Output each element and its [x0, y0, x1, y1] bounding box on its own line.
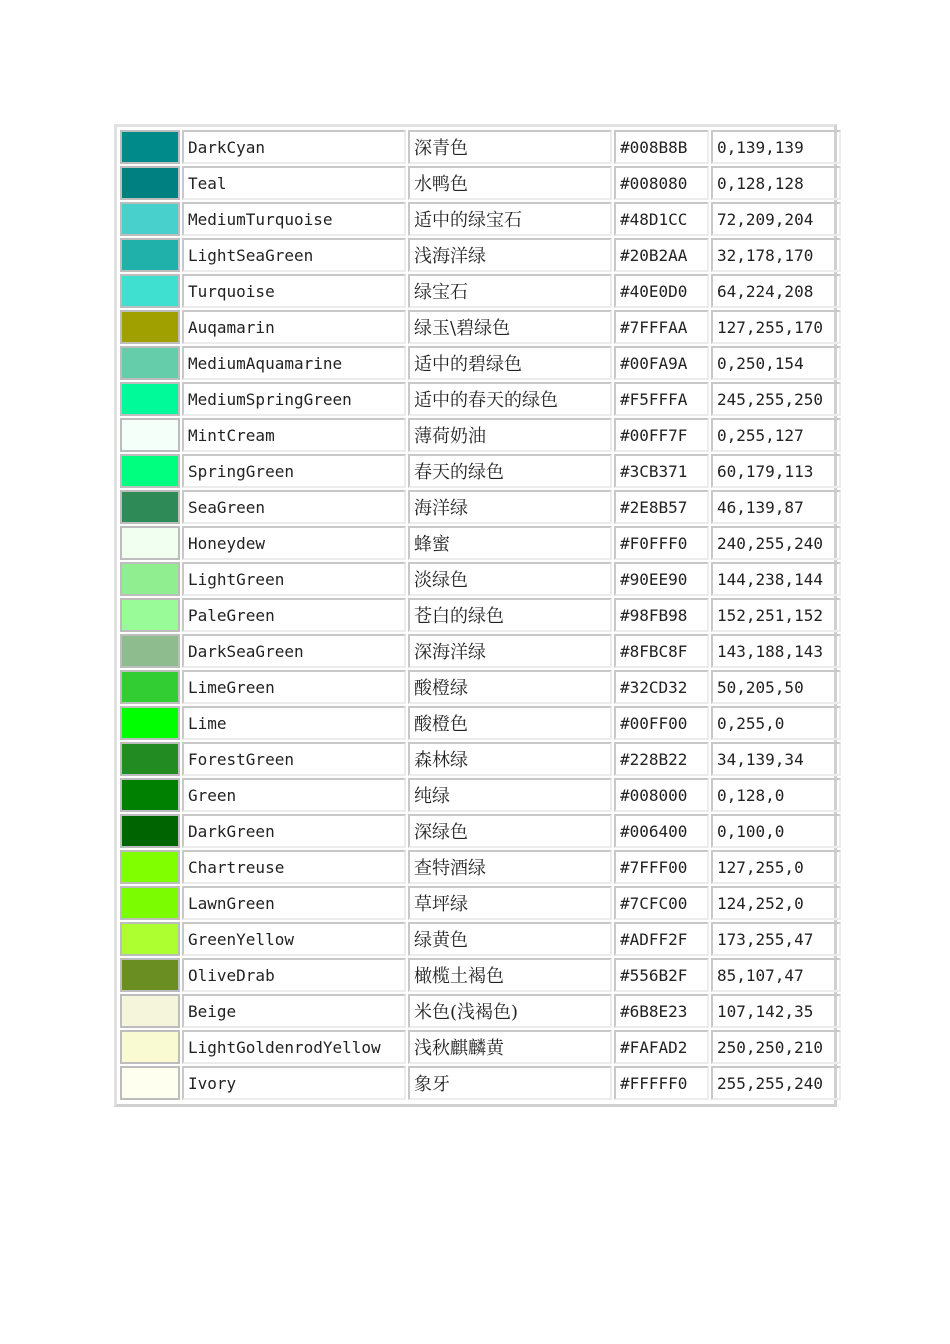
- hex-code-cell: #F5FFFA: [614, 382, 709, 416]
- rgb-value-cell: 0,128,0: [711, 778, 841, 812]
- color-name-cell: Teal: [182, 166, 406, 200]
- table-row: [120, 598, 841, 632]
- color-name-cell: PaleGreen: [182, 598, 406, 632]
- rgb-value-cell: 240,255,240: [711, 526, 841, 560]
- rgb-value-cell: 0,100,0: [711, 814, 841, 848]
- color-name-cell: Turquoise: [182, 274, 406, 308]
- color-swatch-cell: [120, 1066, 180, 1100]
- color-swatch-cell: [120, 634, 180, 668]
- color-swatch-cell: [120, 994, 180, 1028]
- table-row: [120, 994, 841, 1028]
- hex-code-cell: #00FF7F: [614, 418, 709, 452]
- color-swatch: [122, 132, 178, 162]
- chinese-name-cell: 适中的春天的绿色: [408, 382, 612, 416]
- color-swatch: [122, 996, 178, 1026]
- rgb-value-cell: 144,238,144: [711, 562, 841, 596]
- chinese-name-cell: 纯绿: [408, 778, 612, 812]
- color-name-cell: MintCream: [182, 418, 406, 452]
- rgb-value-cell: 85,107,47: [711, 958, 841, 992]
- chinese-name-cell: 查特酒绿: [408, 850, 612, 884]
- color-swatch-cell: [120, 202, 180, 236]
- color-swatch: [122, 204, 178, 234]
- hex-code-cell: #90EE90: [614, 562, 709, 596]
- color-name-cell: MediumTurquoise: [182, 202, 406, 236]
- rgb-value-cell: 127,255,0: [711, 850, 841, 884]
- hex-code-cell: #7FFFAA: [614, 310, 709, 344]
- rgb-value-cell: 143,188,143: [711, 634, 841, 668]
- color-swatch: [122, 384, 178, 414]
- hex-code-cell: #8FBC8F: [614, 634, 709, 668]
- color-name-cell: DarkSeaGreen: [182, 634, 406, 668]
- rgb-value-cell: 64,224,208: [711, 274, 841, 308]
- chinese-name-cell: 橄榄土褐色: [408, 958, 612, 992]
- table-row: [120, 490, 841, 524]
- color-swatch: [122, 888, 178, 918]
- table-row: [120, 742, 841, 776]
- color-swatch: [122, 960, 178, 990]
- color-name-cell: LimeGreen: [182, 670, 406, 704]
- rgb-value-cell: 255,255,240: [711, 1066, 841, 1100]
- hex-code-cell: #F0FFF0: [614, 526, 709, 560]
- chinese-name-cell: 深海洋绿: [408, 634, 612, 668]
- rgb-value-cell: 250,250,210: [711, 1030, 841, 1064]
- color-name-cell: OliveDrab: [182, 958, 406, 992]
- hex-code-cell: #556B2F: [614, 958, 709, 992]
- chinese-name-cell: 淡绿色: [408, 562, 612, 596]
- hex-code-cell: #006400: [614, 814, 709, 848]
- table-row: [120, 706, 841, 740]
- color-swatch-cell: [120, 778, 180, 812]
- chinese-name-cell: 苍白的绿色: [408, 598, 612, 632]
- chinese-name-cell: 绿玉\碧绿色: [408, 310, 612, 344]
- table-row: [120, 310, 841, 344]
- color-swatch: [122, 492, 178, 522]
- color-swatch: [122, 600, 178, 630]
- table-row: [120, 202, 841, 236]
- rgb-value-cell: 127,255,170: [711, 310, 841, 344]
- color-table-body: [120, 130, 841, 1100]
- hex-code-cell: #008080: [614, 166, 709, 200]
- chinese-name-cell: 适中的碧绿色: [408, 346, 612, 380]
- rgb-value-cell: 0,139,139: [711, 130, 841, 164]
- color-swatch-cell: [120, 886, 180, 920]
- color-swatch-cell: [120, 850, 180, 884]
- color-swatch: [122, 816, 178, 846]
- table-row: [120, 166, 841, 200]
- hex-code-cell: #008000: [614, 778, 709, 812]
- color-swatch: [122, 708, 178, 738]
- color-swatch-cell: [120, 346, 180, 380]
- chinese-name-cell: 酸橙绿: [408, 670, 612, 704]
- color-name-cell: LawnGreen: [182, 886, 406, 920]
- rgb-value-cell: 0,250,154: [711, 346, 841, 380]
- chinese-name-cell: 绿黄色: [408, 922, 612, 956]
- color-name-cell: DarkCyan: [182, 130, 406, 164]
- chinese-name-cell: 浅秋麒麟黄: [408, 1030, 612, 1064]
- chinese-name-cell: 浅海洋绿: [408, 238, 612, 272]
- color-swatch-cell: [120, 706, 180, 740]
- rgb-value-cell: 0,128,128: [711, 166, 841, 200]
- hex-code-cell: #20B2AA: [614, 238, 709, 272]
- color-swatch-cell: [120, 238, 180, 272]
- color-name-cell: Beige: [182, 994, 406, 1028]
- table-row: [120, 454, 841, 488]
- rgb-value-cell: 173,255,47: [711, 922, 841, 956]
- color-table-container: [114, 124, 837, 1107]
- table-row: [120, 1066, 841, 1100]
- color-swatch: [122, 312, 178, 342]
- table-row: [120, 346, 841, 380]
- hex-code-cell: #008B8B: [614, 130, 709, 164]
- table-row: [120, 886, 841, 920]
- hex-code-cell: #7FFF00: [614, 850, 709, 884]
- color-name-cell: Honeydew: [182, 526, 406, 560]
- color-name-cell: SeaGreen: [182, 490, 406, 524]
- color-name-cell: Auqamarin: [182, 310, 406, 344]
- chinese-name-cell: 适中的绿宝石: [408, 202, 612, 236]
- rgb-value-cell: 32,178,170: [711, 238, 841, 272]
- color-swatch-cell: [120, 490, 180, 524]
- hex-code-cell: #3CB371: [614, 454, 709, 488]
- rgb-value-cell: 46,139,87: [711, 490, 841, 524]
- table-row: [120, 238, 841, 272]
- table-row: [120, 634, 841, 668]
- color-swatch: [122, 456, 178, 486]
- color-swatch-cell: [120, 526, 180, 560]
- color-swatch-cell: [120, 418, 180, 452]
- table-row: [120, 382, 841, 416]
- color-swatch: [122, 528, 178, 558]
- color-swatch: [122, 924, 178, 954]
- color-swatch-cell: [120, 130, 180, 164]
- hex-code-cell: #00FA9A: [614, 346, 709, 380]
- chinese-name-cell: 水鸭色: [408, 166, 612, 200]
- chinese-name-cell: 蜂蜜: [408, 526, 612, 560]
- table-row: [120, 1030, 841, 1064]
- hex-code-cell: #ADFF2F: [614, 922, 709, 956]
- color-swatch-cell: [120, 1030, 180, 1064]
- rgb-value-cell: 107,142,35: [711, 994, 841, 1028]
- rgb-value-cell: 0,255,0: [711, 706, 841, 740]
- color-swatch-cell: [120, 598, 180, 632]
- color-swatch-cell: [120, 814, 180, 848]
- hex-code-cell: #00FF00: [614, 706, 709, 740]
- color-swatch-cell: [120, 742, 180, 776]
- color-table: [118, 128, 843, 1102]
- table-row: [120, 670, 841, 704]
- table-row: [120, 274, 841, 308]
- color-swatch: [122, 636, 178, 666]
- color-swatch-cell: [120, 922, 180, 956]
- chinese-name-cell: 酸橙色: [408, 706, 612, 740]
- chinese-name-cell: 薄荷奶油: [408, 418, 612, 452]
- color-swatch-cell: [120, 382, 180, 416]
- chinese-name-cell: 绿宝石: [408, 274, 612, 308]
- color-swatch: [122, 240, 178, 270]
- color-swatch-cell: [120, 310, 180, 344]
- table-row: [120, 778, 841, 812]
- chinese-name-cell: 深青色: [408, 130, 612, 164]
- rgb-value-cell: 124,252,0: [711, 886, 841, 920]
- rgb-value-cell: 72,209,204: [711, 202, 841, 236]
- color-swatch: [122, 1032, 178, 1062]
- color-swatch: [122, 276, 178, 306]
- table-row: [120, 130, 841, 164]
- rgb-value-cell: 152,251,152: [711, 598, 841, 632]
- color-name-cell: LightSeaGreen: [182, 238, 406, 272]
- color-swatch: [122, 1068, 178, 1098]
- hex-code-cell: #6B8E23: [614, 994, 709, 1028]
- rgb-value-cell: 50,205,50: [711, 670, 841, 704]
- color-name-cell: LightGreen: [182, 562, 406, 596]
- hex-code-cell: #FFFFF0: [614, 1066, 709, 1100]
- rgb-value-cell: 245,255,250: [711, 382, 841, 416]
- color-name-cell: ForestGreen: [182, 742, 406, 776]
- hex-code-cell: #32CD32: [614, 670, 709, 704]
- chinese-name-cell: 深绿色: [408, 814, 612, 848]
- color-swatch-cell: [120, 958, 180, 992]
- color-swatch: [122, 564, 178, 594]
- table-row: [120, 958, 841, 992]
- hex-code-cell: #2E8B57: [614, 490, 709, 524]
- color-swatch: [122, 780, 178, 810]
- color-swatch: [122, 852, 178, 882]
- chinese-name-cell: 草坪绿: [408, 886, 612, 920]
- color-name-cell: MediumSpringGreen: [182, 382, 406, 416]
- color-name-cell: Chartreuse: [182, 850, 406, 884]
- color-swatch: [122, 744, 178, 774]
- rgb-value-cell: 60,179,113: [711, 454, 841, 488]
- table-row: [120, 526, 841, 560]
- hex-code-cell: #7CFC00: [614, 886, 709, 920]
- color-name-cell: GreenYellow: [182, 922, 406, 956]
- color-swatch-cell: [120, 454, 180, 488]
- chinese-name-cell: 米色(浅褐色): [408, 994, 612, 1028]
- chinese-name-cell: 海洋绿: [408, 490, 612, 524]
- table-row: [120, 418, 841, 452]
- table-row: [120, 850, 841, 884]
- chinese-name-cell: 森林绿: [408, 742, 612, 776]
- hex-code-cell: #40E0D0: [614, 274, 709, 308]
- hex-code-cell: #48D1CC: [614, 202, 709, 236]
- color-name-cell: Green: [182, 778, 406, 812]
- color-name-cell: Ivory: [182, 1066, 406, 1100]
- color-swatch-cell: [120, 562, 180, 596]
- color-swatch: [122, 420, 178, 450]
- chinese-name-cell: 象牙: [408, 1066, 612, 1100]
- color-name-cell: DarkGreen: [182, 814, 406, 848]
- chinese-name-cell: 春天的绿色: [408, 454, 612, 488]
- color-swatch: [122, 348, 178, 378]
- hex-code-cell: #FAFAD2: [614, 1030, 709, 1064]
- hex-code-cell: #228B22: [614, 742, 709, 776]
- color-swatch-cell: [120, 274, 180, 308]
- color-name-cell: MediumAquamarine: [182, 346, 406, 380]
- table-row: [120, 922, 841, 956]
- color-swatch-cell: [120, 670, 180, 704]
- color-swatch: [122, 672, 178, 702]
- color-name-cell: LightGoldenrodYellow: [182, 1030, 406, 1064]
- color-name-cell: SpringGreen: [182, 454, 406, 488]
- rgb-value-cell: 0,255,127: [711, 418, 841, 452]
- color-swatch: [122, 168, 178, 198]
- color-name-cell: Lime: [182, 706, 406, 740]
- table-row: [120, 814, 841, 848]
- table-row: [120, 562, 841, 596]
- color-swatch-cell: [120, 166, 180, 200]
- rgb-value-cell: 34,139,34: [711, 742, 841, 776]
- hex-code-cell: #98FB98: [614, 598, 709, 632]
